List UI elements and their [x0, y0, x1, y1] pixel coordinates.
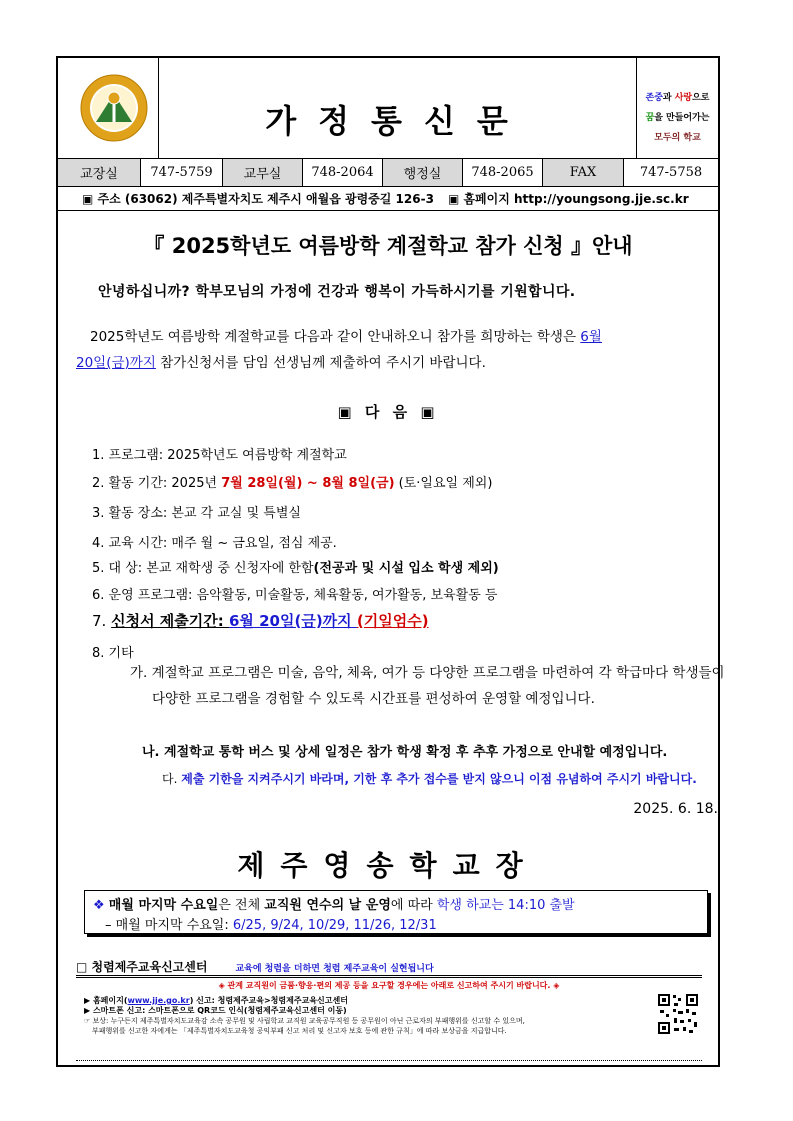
deadline-strict: (기일엄수): [356, 612, 429, 630]
slogan-cell: [637, 58, 718, 158]
contact-label: FAX: [543, 159, 624, 186]
deadline-link: 20일(금)까지: [76, 355, 156, 371]
report-row-text: ) 신고: 청렴제주교육>청렴제주교육신고센터: [189, 996, 348, 1005]
notice-text: 은 전체: [218, 898, 265, 913]
header: [58, 58, 718, 158]
report-row-text: ▶ 홈페이지(: [84, 996, 128, 1005]
greeting: 안녕하십니까? 학부모님의 가정에 건강과 행복이 가득하시기를 기원합니다.: [98, 284, 576, 300]
list-item: [92, 610, 429, 631]
notice-text: – 매월 마지막 수요일:: [105, 918, 233, 933]
contact-row: [58, 158, 718, 187]
school-logo-icon: [80, 74, 148, 142]
divider: [76, 977, 702, 978]
activity-period: 7월 28일(월) ~ 8월 8일(금): [221, 476, 395, 491]
list-item: 1. 프로그램: 2025학년도 여름방학 계절학교: [92, 448, 347, 463]
deadline-link: 6월: [580, 329, 602, 345]
notice-text: 에 따라: [390, 898, 437, 913]
item-text: 5. 대 상: 본교 재학생 중 신청자에 한함: [92, 561, 314, 576]
report-info: ◈ 관계 교직원이 금품·향응·편의 제공 등을 요구할 경우에는 아래로 신고하여 주시기 바랍니다. ◈: [218, 981, 560, 990]
notice-text: 매월 마지막 수요일: [108, 898, 219, 913]
newsletter-title: 가정통신문: [265, 102, 530, 140]
qr-code-icon[interactable]: [656, 992, 700, 1036]
slogan-text: 으로: [692, 93, 710, 103]
intro-text: 2025학년도 여름방학 계절학교를 다음과 같이 안내하오니 참가를 희망하는 학생은: [90, 329, 581, 345]
contact-label: 교무실: [223, 159, 303, 186]
contact-label: 교장실: [58, 159, 141, 186]
wednesday-dates: 6/25, 9/24, 10/29, 11/26, 12/31: [232, 918, 437, 933]
principal-signature: 제주영송학교장: [237, 849, 539, 882]
slogan-school: 모두의 학교: [654, 133, 701, 143]
issue-date: 2025. 6. 18.: [633, 801, 718, 817]
contact-value: 747-5758: [639, 165, 703, 180]
list-item: [92, 472, 492, 491]
report-rows: [84, 996, 644, 1036]
item-text: (토·일요일 제외): [394, 476, 493, 491]
list-item: 4. 교육 시간: 매주 월 ~ 금요일, 점심 제공.: [92, 536, 337, 551]
address-row: [58, 186, 718, 211]
intro-paragraph: [76, 324, 722, 376]
sub-item: 나. 계절학교 통학 버스 및 상세 일정은 참가 학생 확정 후 추후 가정으로 안내할 예정입니다.: [142, 745, 668, 760]
report-row: ▶ 스마트폰 신고: 스마트폰으로 QR코드 인식(청렴제주교육신고센터 이동): [84, 1006, 347, 1015]
slogan-text: 을 만들어가는: [654, 113, 710, 123]
contact-value: 748-2065: [463, 159, 543, 186]
slogan-word-dream: 꿈: [645, 113, 655, 123]
report-subtitle: 교육에 청렴을 더하면 청렴 제주교육이 실현됩니다: [235, 964, 434, 974]
homepage-link[interactable]: ▣ 홈페이지 http://youngsong.jje.sc.kr: [447, 191, 689, 206]
report-title: □ 청렴제주교육신고센터: [76, 960, 208, 974]
address: ▣ 주소 (63062) 제주특별자치도 제주시 애월읍 광령중길 126-3: [82, 191, 434, 206]
report-row: ☞ 보상: 누구든지 제주특별자치도교육감 소속 공무원 및 사립학교 교직원 교육공무직원 등 공무원이 아닌 근로자의 부패행위를 신고할 수 있으며,: [84, 1017, 525, 1025]
report-row: [84, 996, 644, 1006]
sub-item: 가. 계절학교 프로그램은 미술, 음악, 체육, 여가 등 다양한 프로그램을 마련하여 각 학급마다 학생들이 다양한 프로그램을 경험할 수 있도록 시간표를 편성하여 운영할 예정입니다.: [130, 665, 725, 707]
intro-text: 참가신청서를 담임 선생님께 제출하여 주시기 바랍니다.: [155, 355, 486, 371]
slogan-text: 과: [662, 93, 675, 103]
deadline-date: 6월 20일(금)까지: [228, 612, 357, 630]
notice-text: 교직원 연수의 날 운영: [264, 898, 391, 913]
item-text: 7.: [92, 612, 112, 630]
contact-value: 747-5759: [141, 159, 223, 186]
deadline-label: 신청서 제출기간:: [111, 612, 229, 630]
contact-value: 748-2064: [303, 159, 383, 186]
report-header: [76, 958, 702, 975]
sub-item-label: 다.: [162, 772, 182, 786]
slogan-word-love: 사랑: [674, 93, 693, 103]
item-text: 2. 활동 기간: 2025년: [92, 476, 222, 491]
section-heading: ▣ 다 음 ▣: [337, 403, 439, 421]
contact-label: 행정실: [383, 159, 463, 186]
sub-item: [162, 766, 782, 792]
logo-cell: [58, 58, 159, 158]
divider: [76, 1060, 702, 1061]
item-exclusion: (전공과 및 시설 입소 학생 제외): [313, 561, 499, 576]
list-item: 6. 운영 프로그램: 음악활동, 미술활동, 체육활동, 여가활동, 보육활동 등: [92, 588, 498, 603]
notice-line: [93, 894, 575, 913]
report-homepage-link[interactable]: www.jje.go.kr: [127, 996, 190, 1005]
report-row: 부패행위를 신고한 자에게는 「제주특별자치도교육청 공익부패 신고 처리 및 신고자 보호 등에 관한 규칙」에 따라 보상금을 지급합니다.: [92, 1027, 507, 1035]
list-item: 8. 기타: [92, 646, 134, 661]
title-cell: [159, 58, 637, 158]
dismissal-time: 학생 하교는 14:10 출발: [436, 898, 575, 913]
list-item: 3. 활동 장소: 본교 각 교실 및 특별실: [92, 506, 301, 521]
notice-line: [105, 914, 437, 933]
wednesday-notice: [84, 890, 708, 934]
diamond-icon: ❖: [93, 898, 109, 913]
page-frame: [56, 56, 725, 1067]
slogan-word-respect: 존중: [645, 93, 663, 103]
sub-item-text: 제출 기한을 지켜주시기 바라며, 기한 후 추가 접수를 받지 않으니 이점 유념하여 주시기 바랍니다.: [181, 772, 697, 786]
list-item: [92, 557, 499, 576]
school-slogan: [637, 88, 718, 148]
divider: [76, 975, 702, 976]
main-title: 『 2025학년도 여름방학 계절학교 참가 신청 』안내: [143, 234, 633, 258]
